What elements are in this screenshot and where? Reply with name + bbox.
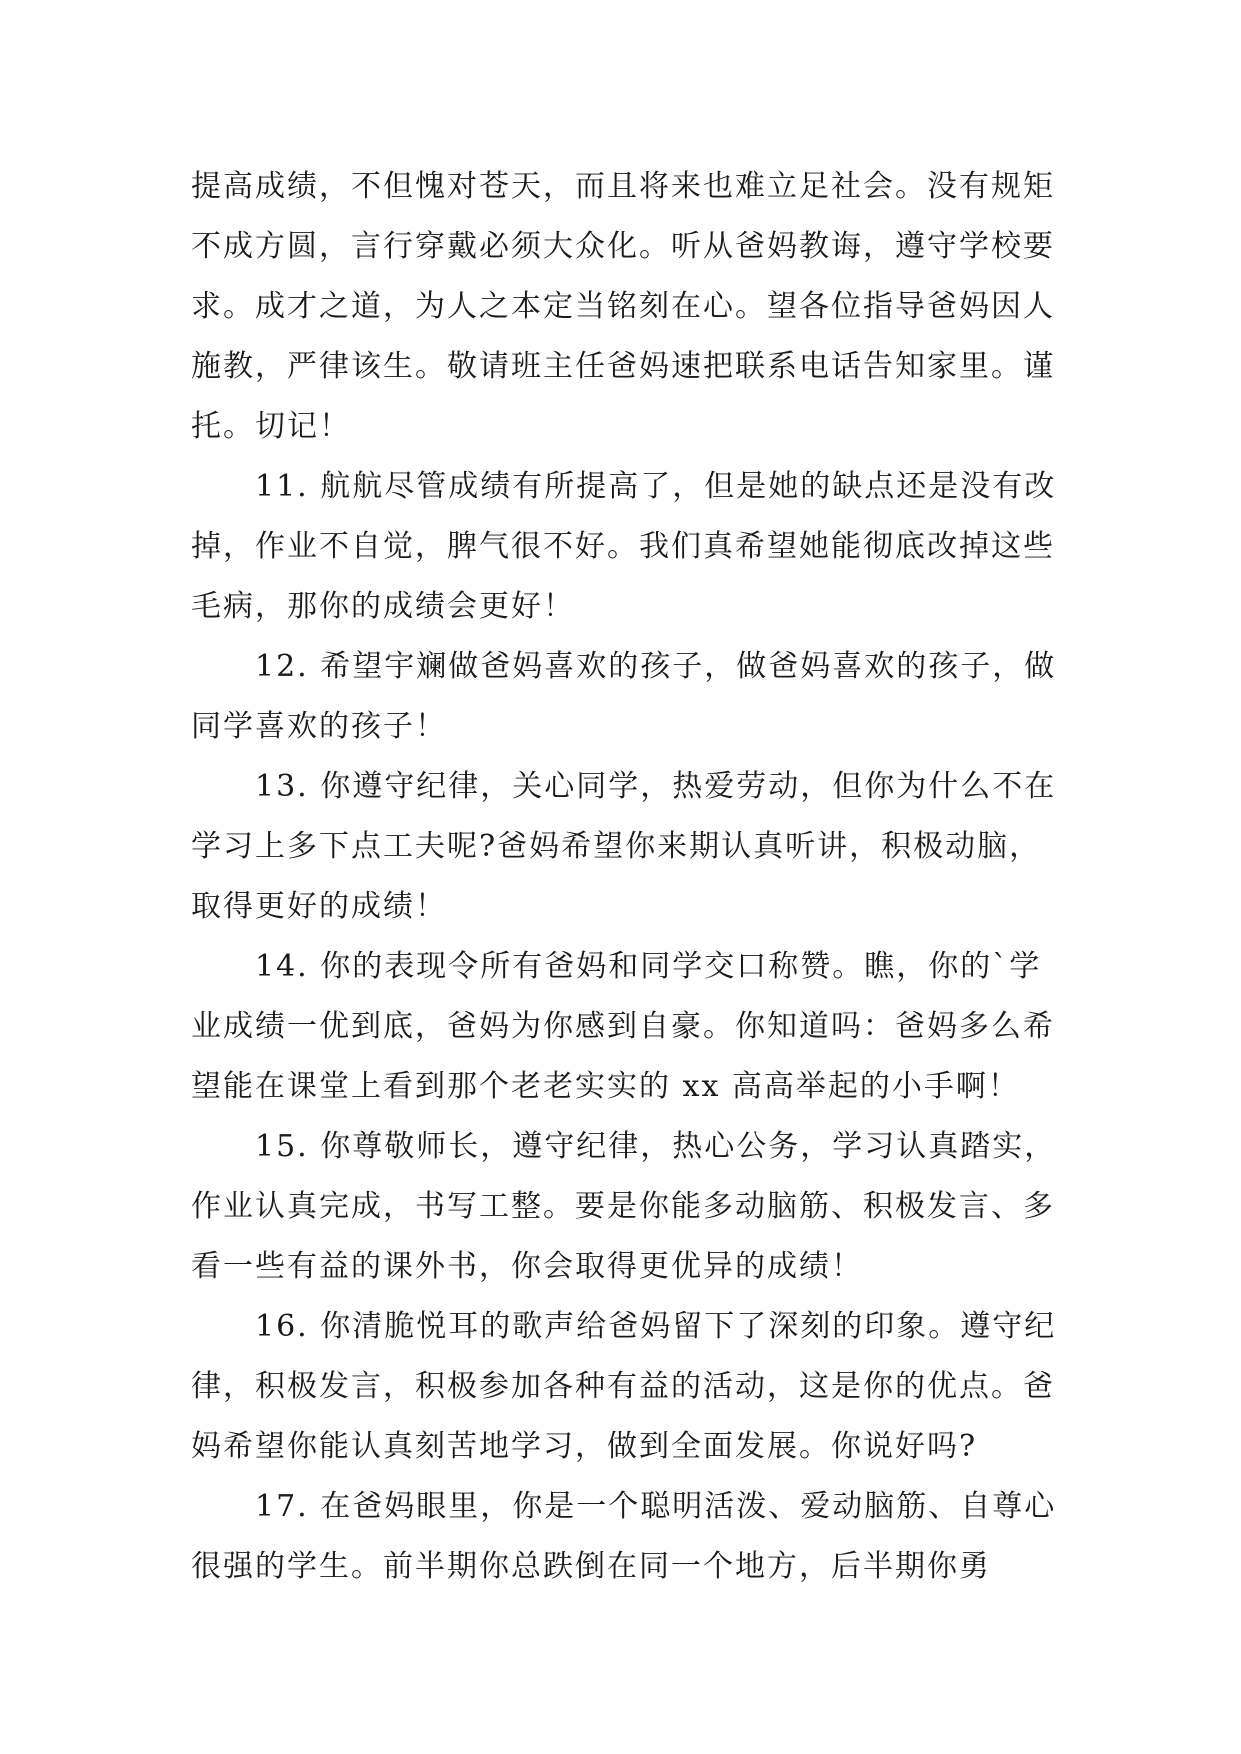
document-body [191, 157, 1071, 1597]
paragraph-item-12: 12. 希望宇斓做爸妈喜欢的孩子，做爸妈喜欢的孩子，做同学喜欢的孩子！ [191, 649, 1057, 744]
paragraph-item-16: 16. 你清脆悦耳的歌声给爸妈留下了深刻的印象。遵守纪律，积极发言，积极参加各种有益的活动，这是你的优点。爸妈希望你能认真刻苦地学习，做到全面发展。你说好吗? [191, 1309, 1057, 1464]
paragraph-continuation: 提高成绩，不但愧对苍天，而且将来也难立足社会。没有规矩不成方圆，言行穿戴必须大众化。听从爸妈教诲，遵守学校要求。成才之道，为人之本定当铭刻在心。望各位指导爸妈因人施教，严律该生。敬请班主任爸妈速把联系电话告知家里。谨托。切记！ [191, 169, 1055, 444]
paragraph-item-17: 17. 在爸妈眼里，你是一个聪明活泼、爱动脑筋、自尊心很强的学生。前半期你总跌倒在同一个地方，后半期你勇 [191, 1489, 1057, 1584]
paragraph-item-14: 14. 你的表现令所有爸妈和同学交口称赞。瞧，你的`学业成绩一优到底，爸妈为你感到自豪。你知道吗：爸妈多么希望能在课堂上看到那个老老实实的 xx 高高举起的小手啊！ [191, 949, 1055, 1104]
paragraph-item-11: 11. 航航尽管成绩有所提高了，但是她的缺点还是没有改掉，作业不自觉，脾气很不好。我们真希望她能彻底改掉这些毛病，那你的成绩会更好！ [191, 469, 1057, 624]
paragraph-item-15: 15. 你尊敬师长，遵守纪律，热心公务，学习认真踏实，作业认真完成，书写工整。要是你能多动脑筋、积极发言、多看一些有益的课外书，你会取得更优异的成绩！ [191, 1129, 1057, 1284]
paragraph-item-13: 13. 你遵守纪律，关心同学，热爱劳动，但你为什么不在学习上多下点工夫呢?爸妈希望你来期认真听讲，积极动脑，取得更好的成绩！ [191, 769, 1057, 924]
